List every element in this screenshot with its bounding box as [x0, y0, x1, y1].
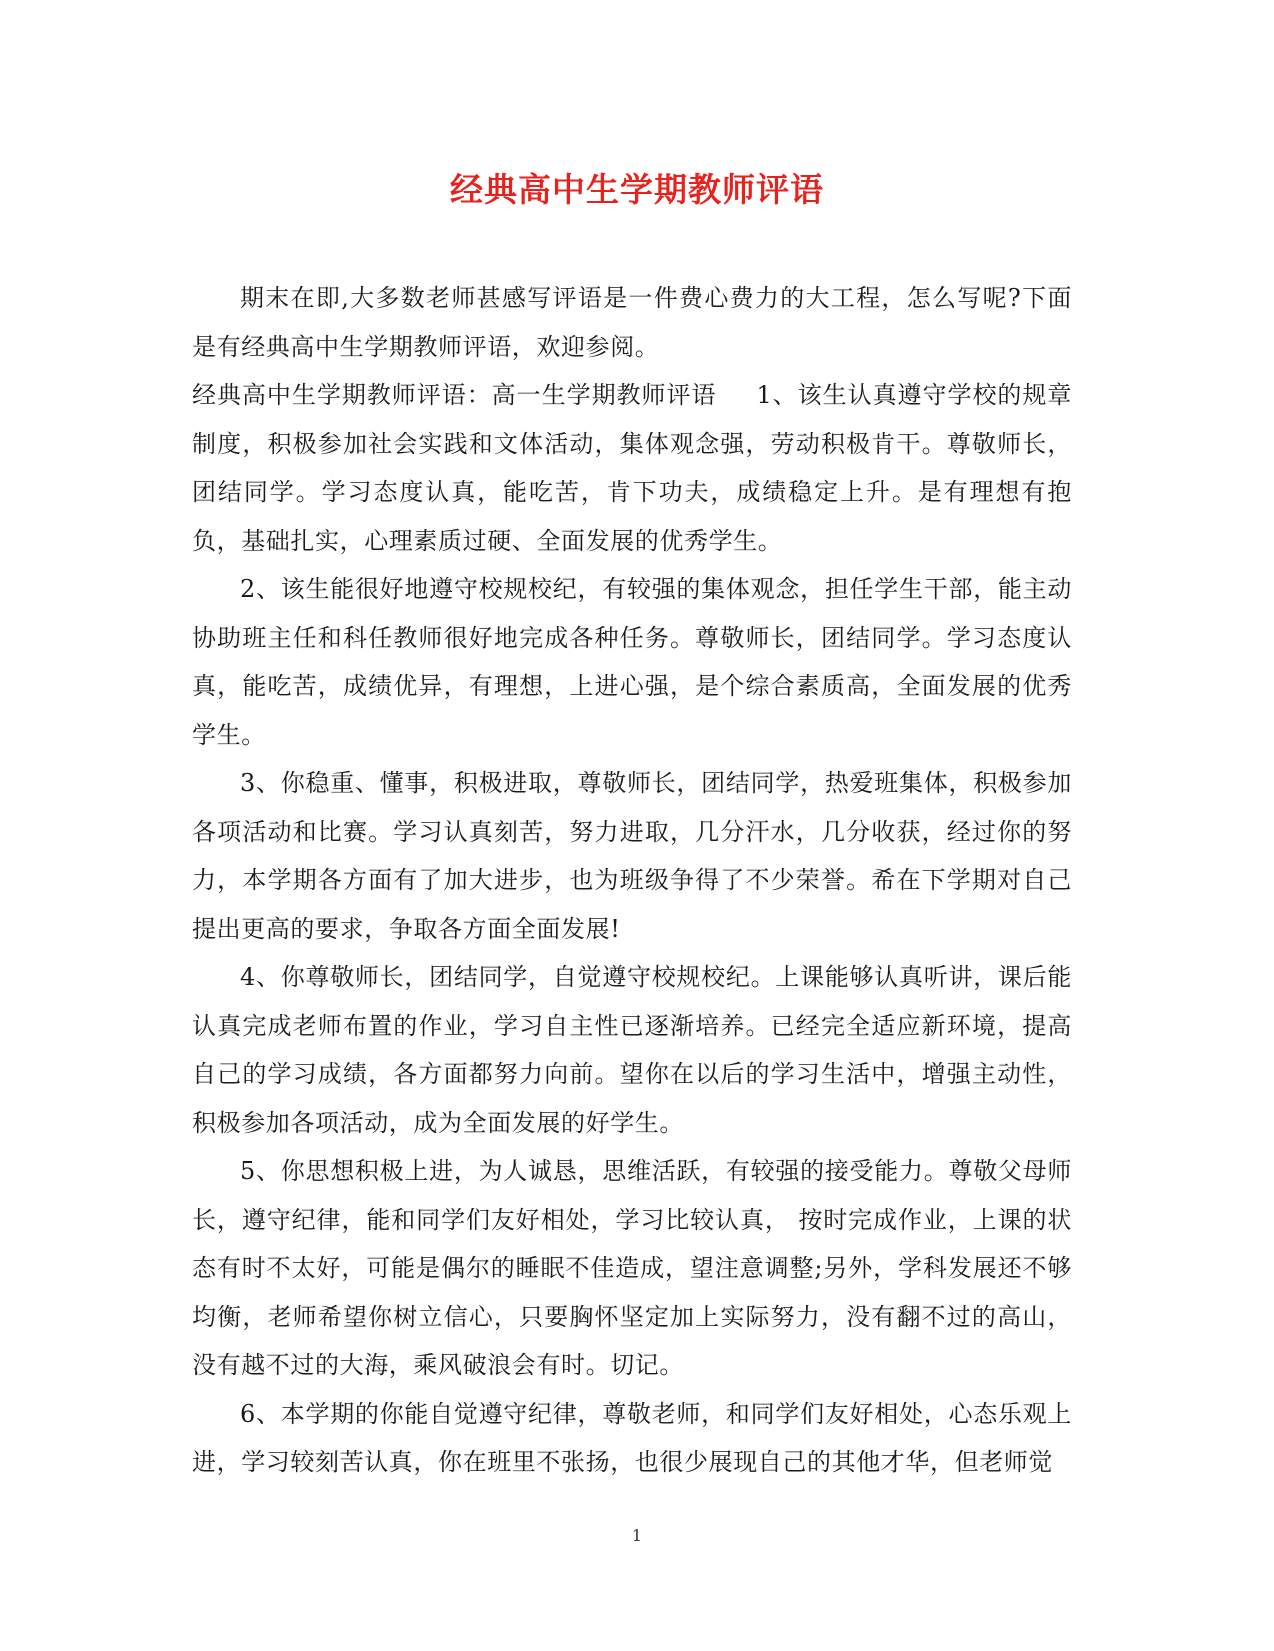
comment-item-2: 2、该生能很好地遵守校规校纪，有较强的集体观念，担任学生干部，能主动协助班主任和科任教师很好地完成各种任务。尊敬师长，团结同学。学习态度认真，能吃苦，成绩优异，有理想，上进心强，是个综合素质高，全面发展的优秀学生。 — [192, 575, 1072, 749]
section-heading: 经典高中生学期教师评语：高一生学期教师评语 — [192, 381, 717, 409]
comment-item-5: 5、你思想积极上进，为人诚恳，思维活跃，有较强的接受能力。尊敬父母师长，遵守纪律，能和同学们友好相处，学习比较认真， 按时完成作业，上课的状态有时不太好，可能是偶尔的睡眠不佳造成，望注意调整;另外，学科发展还不够均衡，老师希望你树立信心，只要胸怀坚定加上实际努力，没有翻不过的高山，没有越不过的大海，乘风破浪会有时。切记。 — [192, 1157, 1072, 1379]
comment-item-6: 6、本学期的你能自觉遵守纪律，尊敬老师，和同学们友好相处，心态乐观上进，学习较刻苦认真，你在班里不张扬，也很少展现自己的其他才华，但老师觉 — [192, 1399, 1072, 1476]
document-body — [192, 274, 1072, 1487]
comment-item-1: 1、该生认真遵守学校的规章制度，积极参加社会实践和文体活动，集体观念强，劳动积极肯干。尊敬师长，团结同学。学习态度认真，能吃苦，肯下功夫，成绩稳定上升。是有理想有抱负，基础扎实，心理素质过硬、全面发展的优秀学生。 — [192, 381, 1072, 555]
document-title: 经典高中生学期教师评语 — [450, 170, 824, 209]
comment-item-4: 4、你尊敬师长，团结同学，自觉遵守校规校纪。上课能够认真听讲，课后能认真完成老师布置的作业，学习自主性已逐渐培养。已经完全适应新环境，提高自己的学习成绩，各方面都努力向前。望你在以后的学习生活中，增强主动性，积极参加各项活动，成为全面发展的好学生。 — [192, 963, 1072, 1137]
page-number: 1 — [631, 1526, 643, 1545]
comment-item-3: 3、你稳重、懂事，积极进取，尊敬师长，团结同学，热爱班集体，积极参加各项活动和比赛。学习认真刻苦，努力进取，几分汗水，几分收获，经过你的努力，本学期各方面有了加大进步，也为班级争得了不少荣誉。希在下学期对自己提出更高的要求，争取各方面全面发展! — [192, 769, 1072, 943]
heading-paragraph — [192, 371, 1072, 565]
intro-paragraph: 期末在即,大多数老师甚感写评语是一件费心费力的大工程，怎么写呢?下面是有经典高中生学期教师评语，欢迎参阅。 — [192, 284, 1072, 361]
